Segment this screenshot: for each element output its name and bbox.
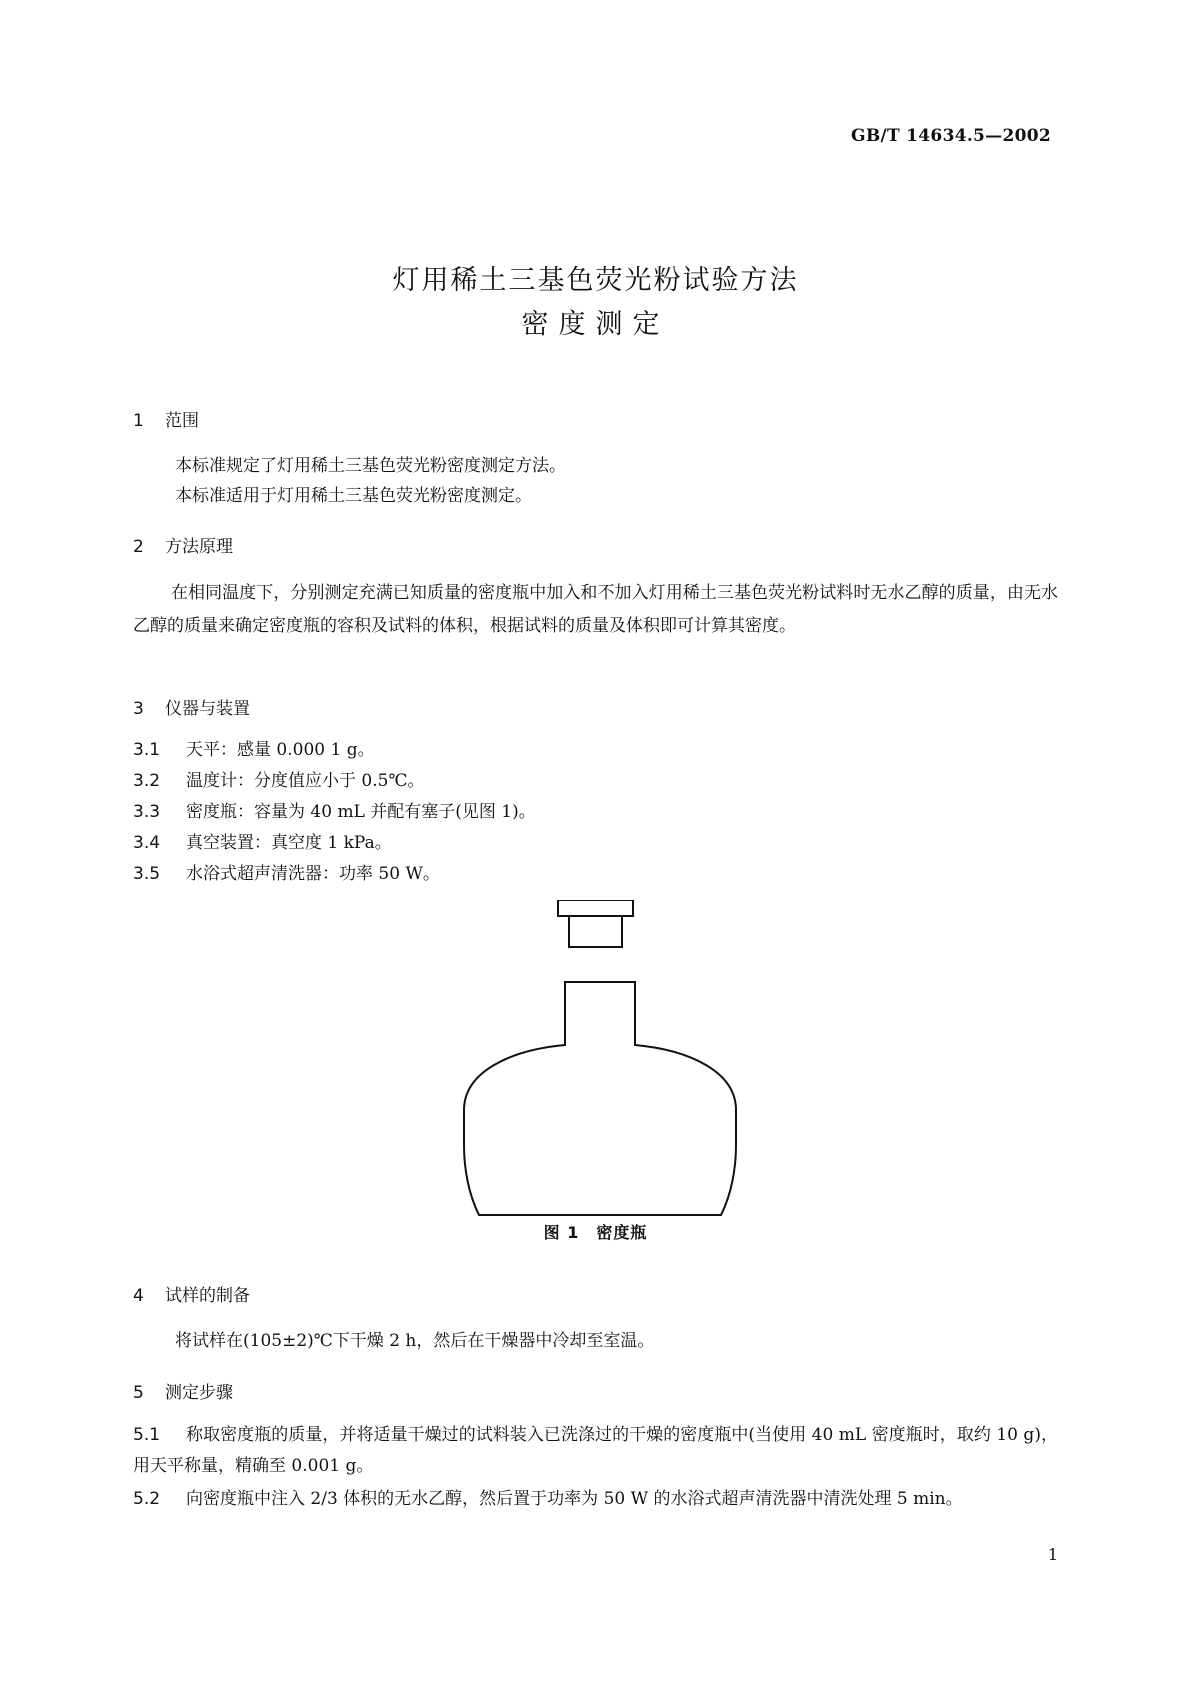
paragraph-text: 在相同温度下，分别测定充满已知质量的密度瓶中加入和不加入灯用稀土三基色荧光粉试料时无水乙醇的质量，由无水乙醇的质量来确定密度瓶的容积及试料的体积，根据试料的质量及体积即可计算其密度。 bbox=[133, 583, 1058, 636]
item-text: 水浴式超声清洗器：功率 50 W。 bbox=[186, 864, 440, 884]
stopper-plug bbox=[569, 916, 622, 947]
list-item bbox=[133, 860, 440, 888]
section-number: 5 bbox=[133, 1383, 144, 1403]
item-text: 天平：感量 0.000 1 g。 bbox=[186, 740, 375, 760]
item-number: 3.5 bbox=[133, 864, 161, 884]
figure-caption: 图 1 密度瓶 bbox=[543, 1223, 648, 1242]
section-title: 试样的制备 bbox=[165, 1286, 250, 1306]
item-text: 称取密度瓶的质量，并将适量干燥过的试料装入已洗涤过的干燥的密度瓶中(当使用 40 mL 密度瓶时，取约 10 g)，用天平称量，精确至 0.001 g。 bbox=[133, 1425, 1058, 1476]
section-number: 2 bbox=[133, 537, 144, 557]
page-number: 1 bbox=[1047, 1545, 1058, 1564]
section-2-heading bbox=[133, 532, 233, 557]
section-4-paragraph: 将试样在(105±2)℃下干燥 2 h，然后在干燥器中冷却至室温。 bbox=[175, 1331, 655, 1351]
list-item bbox=[133, 798, 536, 826]
document-title: 灯用稀土三基色荧光粉试验方法 bbox=[392, 265, 799, 296]
section-1-heading bbox=[133, 406, 199, 431]
section-title: 范围 bbox=[165, 411, 199, 431]
section-title: 方法原理 bbox=[165, 537, 233, 557]
section-5-item-2 bbox=[133, 1484, 1058, 1515]
item-number: 3.4 bbox=[133, 833, 161, 853]
item-number: 3.1 bbox=[133, 740, 161, 760]
section-title: 仪器与装置 bbox=[165, 699, 250, 719]
item-text: 密度瓶：容量为 40 mL 并配有塞子(见图 1)。 bbox=[186, 802, 536, 822]
item-number: 5.1 bbox=[133, 1425, 161, 1445]
section-title: 测定步骤 bbox=[165, 1383, 233, 1403]
item-number: 3.2 bbox=[133, 771, 161, 791]
section-number: 4 bbox=[133, 1286, 144, 1306]
section-3-heading bbox=[133, 694, 250, 719]
list-item bbox=[133, 767, 424, 795]
section-1-paragraph-1: 本标准规定了灯用稀土三基色荧光粉密度测定方法。 bbox=[175, 456, 566, 476]
section-number: 3 bbox=[133, 699, 144, 719]
item-number: 3.3 bbox=[133, 802, 161, 822]
list-item bbox=[133, 736, 375, 764]
section-number: 1 bbox=[133, 411, 144, 431]
item-number: 5.2 bbox=[133, 1489, 161, 1509]
section-1-paragraph-2: 本标准适用于灯用稀土三基色荧光粉密度测定。 bbox=[175, 486, 532, 506]
standard-code: GB/T 14634.5—2002 bbox=[851, 126, 1051, 146]
section-5-item-1 bbox=[133, 1420, 1058, 1482]
section-5-heading bbox=[133, 1378, 233, 1403]
bottle-body bbox=[464, 982, 736, 1215]
stopper-cap bbox=[558, 900, 633, 916]
document-subtitle: 密度测定 bbox=[521, 309, 670, 340]
section-4-heading bbox=[133, 1281, 250, 1306]
density-bottle-figure bbox=[455, 900, 745, 1220]
list-item bbox=[133, 829, 392, 857]
item-text: 真空装置：真空度 1 kPa。 bbox=[186, 833, 392, 853]
section-2-paragraph bbox=[133, 577, 1058, 643]
item-text: 向密度瓶中注入 2/3 体积的无水乙醇，然后置于功率为 50 W 的水浴式超声清洗器中清洗处理 5 min。 bbox=[186, 1489, 963, 1509]
item-text: 温度计：分度值应小于 0.5℃。 bbox=[186, 771, 425, 791]
